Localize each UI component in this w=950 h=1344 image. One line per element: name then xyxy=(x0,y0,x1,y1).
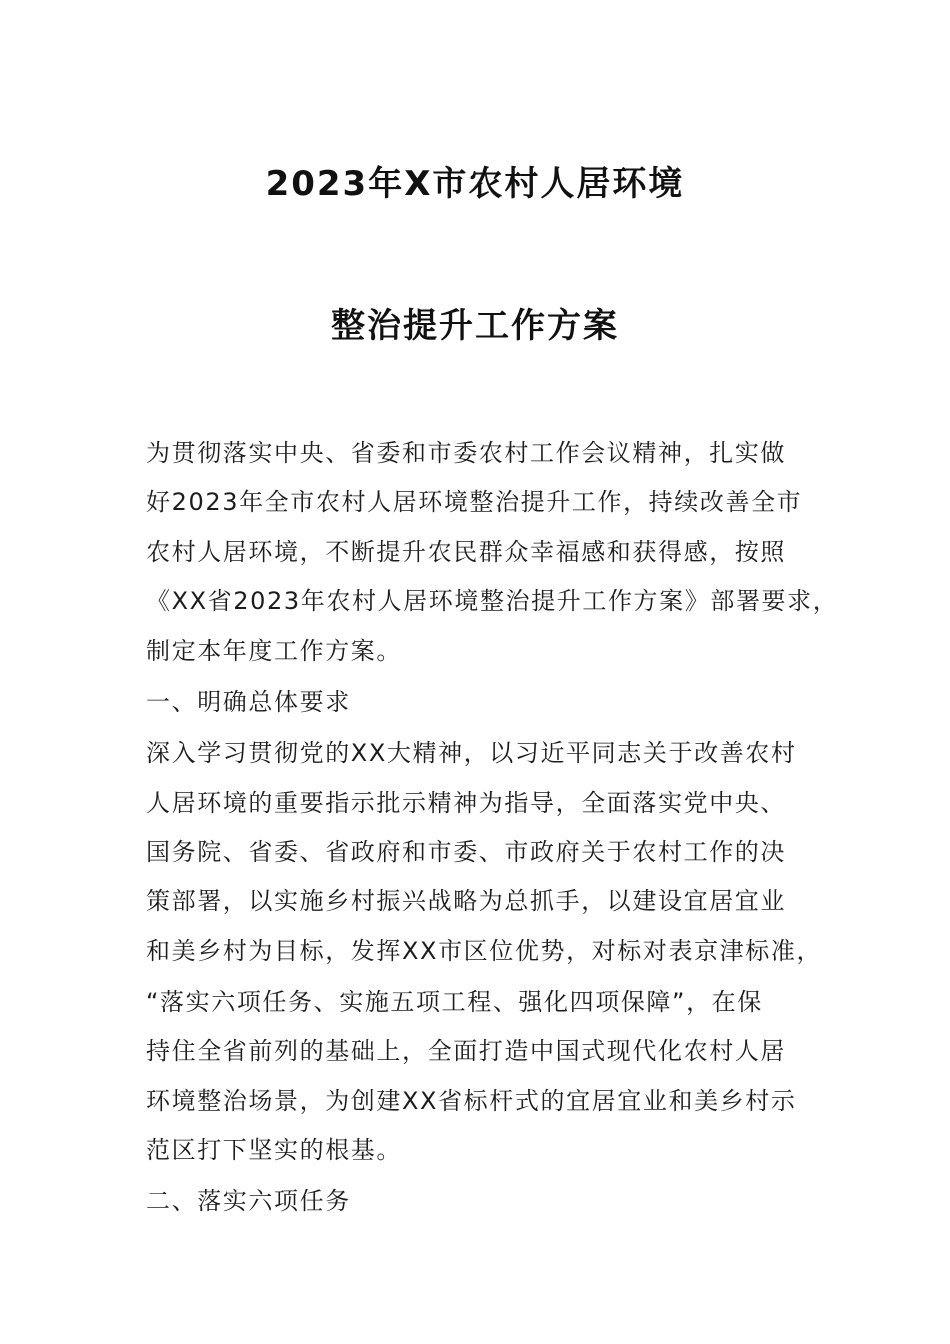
paragraph-line: 环境整治场景，为创建XX省标杆式的宜居宜业和美乡村示 xyxy=(146,1087,797,1115)
paragraph-line: 国务院、省委、省政府和市委、市政府关于农村工作的决 xyxy=(146,838,786,866)
paragraph-line: 策部署，以实施乡村振兴战略为总抓手，以建设宜居宜业 xyxy=(146,887,786,915)
paragraph-line: 深入学习贯彻党的XX大精神，以习近平同志关于改善农村 xyxy=(146,739,797,767)
paragraph-line: 持住全省前列的基础上，全面打造中国式现代化农村人居 xyxy=(146,1037,786,1065)
section-heading: 二、落实六项任务 xyxy=(146,1187,351,1215)
paragraph-line: “落实六项任务、实施五项工程、强化四项保障”，在保 xyxy=(146,988,763,1016)
document-title-line-1: 2023年X市农村人居环境 xyxy=(265,164,685,204)
section-heading: 一、明确总体要求 xyxy=(146,688,351,716)
paragraph-line: 人居环境的重要指示批示精神为指导，全面落实党中央、 xyxy=(146,789,786,817)
paragraph-line: 农村人居环境，不断提升农民群众幸福感和获得感，按照 xyxy=(146,538,786,566)
paragraph-line: 范区打下坚实的根基。 xyxy=(146,1136,402,1164)
paragraph-line: 《XX省2023年农村人居环境整治提升工作方案》部署要求， xyxy=(146,587,839,615)
paragraph-line: 好2023年全市农村人居环境整治提升工作，持续改善全市 xyxy=(146,488,803,516)
document-title-line-2: 整治提升工作方案 xyxy=(331,306,619,346)
paragraph-line: 制定本年度工作方案。 xyxy=(146,637,402,665)
paragraph-line: 和美乡村为目标，发挥XX市区位优势，对标对表京津标准， xyxy=(146,937,823,965)
paragraph-line: 为贯彻落实中央、省委和市委农村工作会议精神，扎实做 xyxy=(146,439,786,467)
